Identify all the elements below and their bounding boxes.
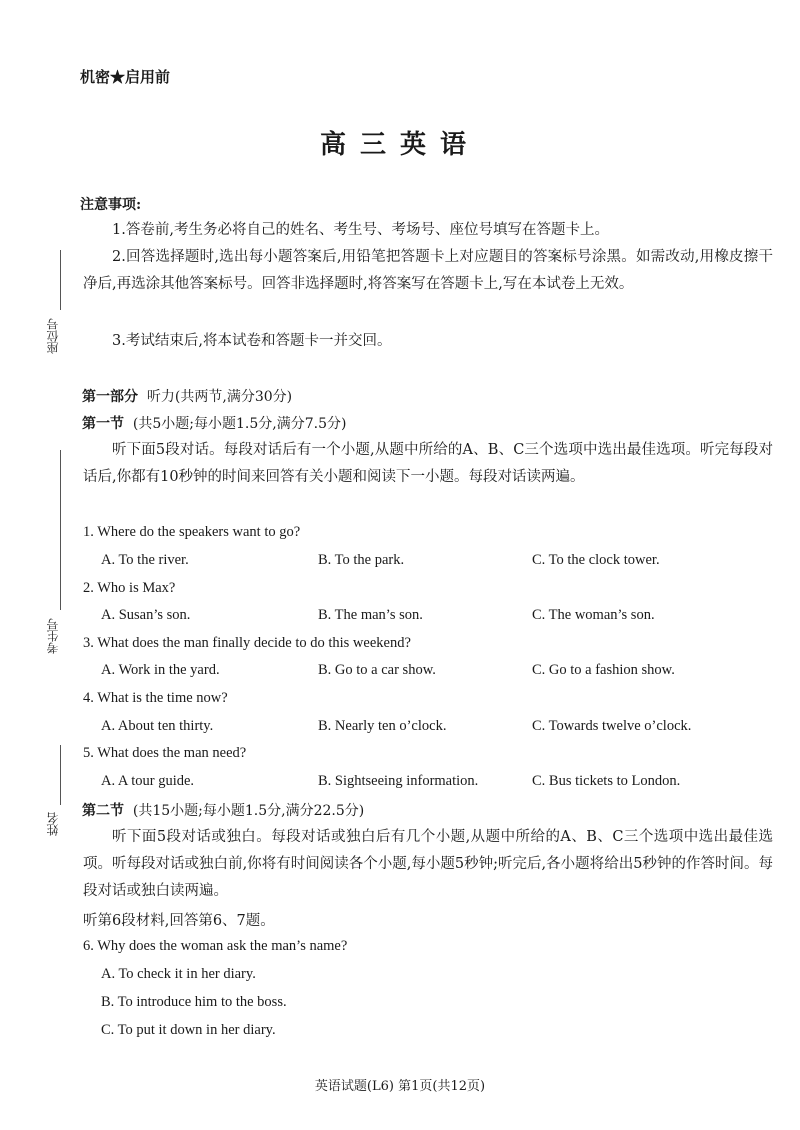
q4-option-c: C. Towards twelve o’clock. (532, 718, 692, 734)
section2-instructions: 听下面5段对话或独白。每段对话或独白后有几个小题,从题中所给的A、B、C三个选项中选出最佳选项。听每段对话或独白前,你将有时间阅读各个小题,每小题5秒钟;听完后,各小题将给出5秒钟的作答时间。每段对话或独白读两遍。 (83, 829, 773, 899)
section2-heading (82, 800, 364, 820)
q6-option-b: B. To introduce him to the boss. (101, 994, 287, 1010)
q2-option-c: C. The woman’s son. (532, 607, 655, 623)
notice-heading: 注意事项: (80, 197, 142, 213)
secret-mark: 机密★启用前 (80, 68, 171, 86)
q1-option-a: A. To the river. (101, 552, 189, 568)
q3-option-a: A. Work in the yard. (101, 662, 220, 678)
part1-heading (82, 386, 292, 406)
section2-heading-bold: 第二节 (82, 803, 124, 819)
question-5: 5. What does the man need? (83, 745, 247, 761)
q6-option-c: C. To put it down in her diary. (101, 1022, 276, 1038)
section1-heading (82, 413, 346, 433)
section1-instructions: 听下面5段对话。每段对话后有一个小题,从题中所给的A、B、C三个选项中选出最佳选项。听完每段对话后,你都有10秒钟的时间来回答有关小题和阅读下一小题。每段对话读两遍。 (83, 442, 773, 485)
q1-option-c: C. To the clock tower. (532, 552, 660, 568)
exam-no-line (60, 450, 61, 610)
question-1: 1. Where do the speakers want to go? (83, 524, 301, 540)
q5-option-c: C. Bus tickets to London. (532, 773, 681, 789)
q2-option-a: A. Susan’s son. (101, 607, 191, 623)
section1-heading-bold: 第一节 (82, 416, 124, 432)
q4-option-a: A. About ten thirty. (101, 718, 214, 734)
seat-label: 座位号 (46, 318, 60, 354)
seat-line (60, 250, 61, 310)
exam-no-label: 考生号 (46, 618, 60, 654)
name-label: 姓名 (46, 812, 60, 836)
notice-item-3: 3.考试结束后,将本试卷和答题卡一并交回。 (112, 333, 392, 349)
q6-option-a: A. To check it in her diary. (101, 966, 256, 982)
q1-option-b: B. To the park. (318, 552, 405, 568)
notice-item-2: 2.回答选择题时,选出每小题答案后,用铅笔把答题卡上对应题目的答案标号涂黑。如需改动,用橡皮擦干净后,再选涂其他答案标号。回答非选择题时,将答案写在答题卡上,写在本试卷上无效。 (83, 249, 773, 292)
part1-heading-bold: 第一部分 (82, 389, 138, 405)
page-footer: 英语试题(L6) 第1页(共12页) (314, 1079, 486, 1094)
notice-item-1: 1.答卷前,考生务必将自己的姓名、考生号、考场号、座位号填写在答题卡上。 (112, 222, 609, 238)
name-line (60, 745, 61, 805)
question-3: 3. What does the man finally decide to do this weekend? (83, 635, 411, 651)
q4-option-b: B. Nearly ten o’clock. (318, 718, 447, 734)
q5-option-a: A. A tour guide. (101, 773, 195, 789)
material-6-heading: 听第6段材料,回答第6、7题。 (83, 913, 275, 929)
q5-option-b: B. Sightseeing information. (318, 773, 479, 789)
q3-option-c: C. Go to a fashion show. (532, 662, 675, 678)
question-2: 2. Who is Max? (83, 580, 176, 596)
question-4: 4. What is the time now? (83, 690, 228, 706)
part1-heading-rest: 听力(共两节,满分30分) (146, 389, 293, 405)
q2-option-b: B. The man’s son. (318, 607, 423, 623)
page-title: 高三英语 (319, 130, 480, 160)
q3-option-b: B. Go to a car show. (318, 662, 436, 678)
question-6: 6. Why does the woman ask the man’s name? (83, 938, 348, 954)
section1-heading-rest: (共5小题;每小题1.5分,满分7.5分) (132, 416, 347, 432)
section2-heading-rest: (共15小题;每小题1.5分,满分22.5分) (132, 803, 365, 819)
